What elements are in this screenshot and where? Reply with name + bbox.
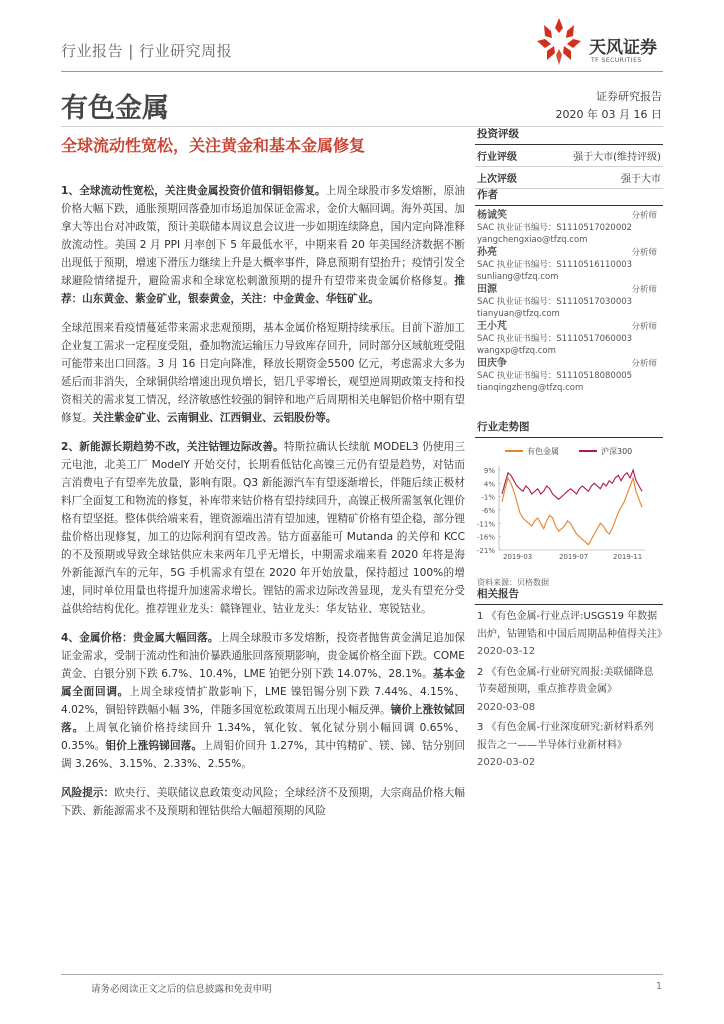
p4-bold-3: 镝价上涨钕铽回落。 bbox=[61, 704, 466, 734]
logo-subtitle: TF SECURITIES bbox=[591, 57, 642, 64]
author-role: 分析师 bbox=[631, 359, 657, 369]
related-report-date: 2020-03-12 bbox=[477, 646, 536, 657]
author-item bbox=[477, 284, 663, 320]
legend-label: 有色金属 bbox=[527, 447, 559, 456]
prev-rating-label: 上次评级 bbox=[477, 174, 517, 185]
paragraph-risk bbox=[61, 784, 465, 820]
risk-text: 欧央行、美联储议息政策变动风险；全球经济不及预期，大宗商品价格大幅下跌、新能源需求不及预期和锂钴供给大幅超预期的风险 bbox=[61, 787, 466, 817]
p4-text-3: 上周氧化镝价格持续回升 1.34%，氧化钕、氧化铽分别小幅回调 0.65%、0.35%。 bbox=[61, 722, 465, 752]
x-tick-label: 2019-07 bbox=[559, 553, 589, 561]
y-tick-label: 9% bbox=[483, 467, 495, 475]
industry-rating-row bbox=[475, 145, 663, 166]
series-line bbox=[502, 478, 642, 545]
y-tick-label: -11% bbox=[476, 520, 495, 529]
author-email[interactable]: sunliang@tfzq.com bbox=[477, 272, 559, 282]
report-date: 2020 年 03 月 16 日 bbox=[555, 108, 662, 121]
author-name-row bbox=[477, 284, 663, 296]
author-name: 王小芃 bbox=[477, 321, 507, 332]
footer-disclaimer: 请务必阅读正文之后的信息披露和免责申明 bbox=[91, 984, 272, 995]
author-name-row bbox=[477, 358, 663, 370]
rating-heading: 投资评级 bbox=[477, 128, 519, 140]
author-item bbox=[477, 210, 663, 246]
author-role: 分析师 bbox=[631, 248, 657, 258]
related-report-title: 2 《有色金属-行业研究周报:美联储降息节奏超预期，重点推荐贵金属》 bbox=[477, 666, 654, 695]
p4-text-1: 上周全球股市多发熔断，投资者抛售黄金满足追加保证金需求，受制于流动性和油价暴跌通胀回落预期影响，贵金属价格全面下跌。COME 黄金、白银分别下跌 6.7%、10.4%，LME 铂钯分别下跌 14.07%、28.1%。 bbox=[61, 632, 466, 680]
author-email[interactable]: tianyuan@tfzq.com bbox=[477, 309, 560, 319]
sector-title: 有色金属 bbox=[61, 93, 169, 124]
author-list bbox=[475, 206, 663, 394]
x-tick-label: 2019-11 bbox=[613, 553, 643, 561]
y-tick-label: -16% bbox=[476, 533, 495, 542]
author-email[interactable]: tianqingzheng@tfzq.com bbox=[477, 383, 584, 393]
y-tick-label: -1% bbox=[481, 493, 495, 502]
related-report-item[interactable] bbox=[477, 719, 663, 772]
industry-rating-value: 强于大市(维持评级) bbox=[573, 152, 661, 163]
paragraph-4 bbox=[61, 629, 465, 773]
p3-text: 特斯拉确认长续航 MODEL3 仍使用三元电池，北美工厂 ModelY 开始交付，长期看低钴化高镍三元仍有望是趋势，对钴而言消费电子有望率先放量，影响有限。Q3 新能源汽车有望逐渐增长，伴随后续正极材料厂全面复工和物流的修复，补库带来钴价格有望持续回升，高镍正极所需氢氧化锂价格有望坚挺。整体供给端来看，锂资源端出清有望加速，锂精矿价格有望企稳，部分锂盐价格出现修复，加工的边际利润有望改善。钴方面嘉能可 Mutanda 的关停和 KCC 的不及预期或导致全球钴供应未来两年几乎无增长，中期需求端来看 2020 年将是海外新能源汽车的元年，5G 手机需求有望在 2020 年开始放量，保持超过 100%的增速，同时单位用量也将提升加速需求增长。锂钴的需求边际改善显现，龙头有望充分受益供给结构优化。推荐锂业龙头：赣锋锂业、钴业龙头：华友钴业、寒锐钴业。 bbox=[61, 441, 465, 615]
chart-source: 资料来源：贝格数据 bbox=[477, 578, 549, 587]
related-section bbox=[475, 584, 667, 775]
y-tick-label: -21% bbox=[476, 547, 495, 555]
author-name-row bbox=[477, 321, 663, 333]
p4-lead: 4、金属价格：贵金属大幅回落。 bbox=[61, 632, 219, 644]
author-cert: SAC 执业证书编号：S1110518080005 bbox=[477, 371, 633, 381]
p4-bold-2: 基本金属全面回调。 bbox=[61, 668, 466, 698]
related-report-item[interactable] bbox=[477, 664, 663, 717]
logo-text: 天风证券 bbox=[589, 38, 657, 58]
legend-label: 沪深300 bbox=[601, 447, 633, 456]
x-tick-label: 2019-03 bbox=[503, 553, 533, 561]
report-title: 全球流动性宽松，关注黄金和基本金属修复 bbox=[61, 136, 366, 155]
paragraph-2 bbox=[61, 319, 465, 427]
author-name: 田庆争 bbox=[477, 358, 507, 369]
trend-heading: 行业走势图 bbox=[477, 421, 530, 433]
authors-heading: 作者 bbox=[477, 189, 498, 201]
p1-text: 上周全球股市多发熔断，原油价格大幅下跌，通胀预期回落叠加市场追加保证金需求，金价大幅回调。海外英国、加拿大等出台对冲政策，预计美联储本周议息会议进一步如期连续降息，国内定向降准释放流动性。美国 2 月 PPI 月率创下 5 年最低水平，中期来看 20 年美国经济数据不断出现低于预期，增速下滑压力继续上升是大概率事件，降息预期有望抬升；疫情引发全球避险情绪提升，避险需求和全球宽松刺激预期的提升有望带来贵金属价格修复。 bbox=[61, 185, 465, 287]
logo-icon bbox=[531, 15, 587, 71]
author-name: 田源 bbox=[477, 284, 497, 295]
y-tick-label: -6% bbox=[481, 507, 495, 515]
header-divider bbox=[61, 71, 663, 72]
authors-section bbox=[475, 185, 663, 395]
industry-rating-label: 行业评级 bbox=[477, 152, 517, 163]
author-cert: SAC 执业证书编号：S1110516110003 bbox=[477, 260, 633, 270]
author-email[interactable]: yangchengxiao@tfzq.com bbox=[477, 235, 588, 245]
p1-recommend: 推荐：山东黄金、紫金矿业，银泰黄金，关注：中金黄金、华钰矿业。 bbox=[61, 275, 465, 305]
author-role: 分析师 bbox=[631, 211, 657, 221]
page-number: 1 bbox=[655, 981, 662, 992]
paragraph-3 bbox=[61, 438, 465, 618]
related-report-title: 3 《有色金属-行业深度研究:新材料系列报告之一——半导体行业新材料》 bbox=[477, 722, 654, 751]
author-name: 孙亮 bbox=[477, 247, 497, 258]
author-cert: SAC 执业证书编号：S1110517060003 bbox=[477, 334, 633, 344]
rating-section bbox=[475, 124, 663, 189]
related-report-date: 2020-03-02 bbox=[477, 757, 536, 768]
prev-rating-value: 强于大市 bbox=[621, 174, 661, 185]
report-type: 行业报告 | 行业研究周报 bbox=[61, 42, 233, 60]
p2-text: 全球范围来看疫情蔓延带来需求悲观预期，基本金属价格短期持续承压。目前下游加工企业复工需求一定程度受阻，叠加物流运输压力导致库存回升，同时部分区域航班受阻可能带来出口回落。3 月 16 日定向降准，释放长期资金5500 亿元，考虑需求大多为延后而非消失，全球铜供给增速出现负增长，铝几乎零增长，观望逆周期政策支持和投资相关的需求复工情况，经济敏感性较强的铜锌和地产后周期相关电解铝价格中期有望修复。 bbox=[61, 322, 465, 424]
p4-text-4: 上周钼价回升 1.27%，其中钨精矿、镁、锑、钴分别回调 3.26%、3.15%、2.33%、2.55%。 bbox=[61, 740, 465, 770]
footer-divider bbox=[61, 974, 663, 975]
author-name-row bbox=[477, 247, 663, 259]
trend-section bbox=[475, 417, 663, 588]
paragraph-1 bbox=[61, 182, 465, 308]
related-heading: 相关报告 bbox=[477, 588, 519, 600]
author-item bbox=[477, 247, 663, 283]
related-list bbox=[475, 605, 667, 772]
p4-bold-4: 钼价上涨钨锑回落。 bbox=[105, 740, 203, 752]
main-body bbox=[61, 182, 465, 831]
author-email[interactable]: wangxp@tfzq.com bbox=[477, 346, 556, 356]
author-item bbox=[477, 321, 663, 357]
series-line bbox=[502, 470, 642, 499]
p1-lead: 1、全球流动性宽松，关注贵金属投资价值和铜铝修复。 bbox=[61, 185, 326, 197]
p4-text-2: 上周全球疫情扩散影响下，LME 镍铝锡分别下跌 7.44%、4.15%、4.02%，铜铅锌跌幅小幅 3%，伴随多国宽松政策周五出现小幅反弹。 bbox=[61, 686, 465, 716]
p3-lead: 2、新能源长期趋势不改，关注钴锂边际改善。 bbox=[61, 441, 284, 453]
author-name-row bbox=[477, 210, 663, 222]
author-role: 分析师 bbox=[631, 322, 657, 332]
related-report-item[interactable] bbox=[477, 608, 667, 661]
trend-chart bbox=[475, 438, 663, 562]
author-role: 分析师 bbox=[631, 285, 657, 295]
risk-lead: 风险提示： bbox=[61, 787, 115, 799]
p2-recommend: 关注紫金矿业、云南铜业、江西铜业、云铝股份等。 bbox=[92, 412, 337, 424]
author-cert: SAC 执业证书编号：S1110517020002 bbox=[477, 223, 633, 233]
related-report-date: 2020-03-08 bbox=[477, 701, 536, 713]
related-report-title: 1 《有色金属-行业点评:USGS19 年数据出炉，钴锂锆和中国后周期品种值得关注》 bbox=[477, 611, 667, 640]
y-tick-label: 4% bbox=[483, 480, 495, 489]
author-item bbox=[477, 358, 663, 394]
report-kind: 证券研究报告 bbox=[596, 90, 662, 103]
author-name: 杨诚笑 bbox=[477, 210, 507, 221]
author-cert: SAC 执业证书编号：S1110517030003 bbox=[477, 297, 633, 307]
